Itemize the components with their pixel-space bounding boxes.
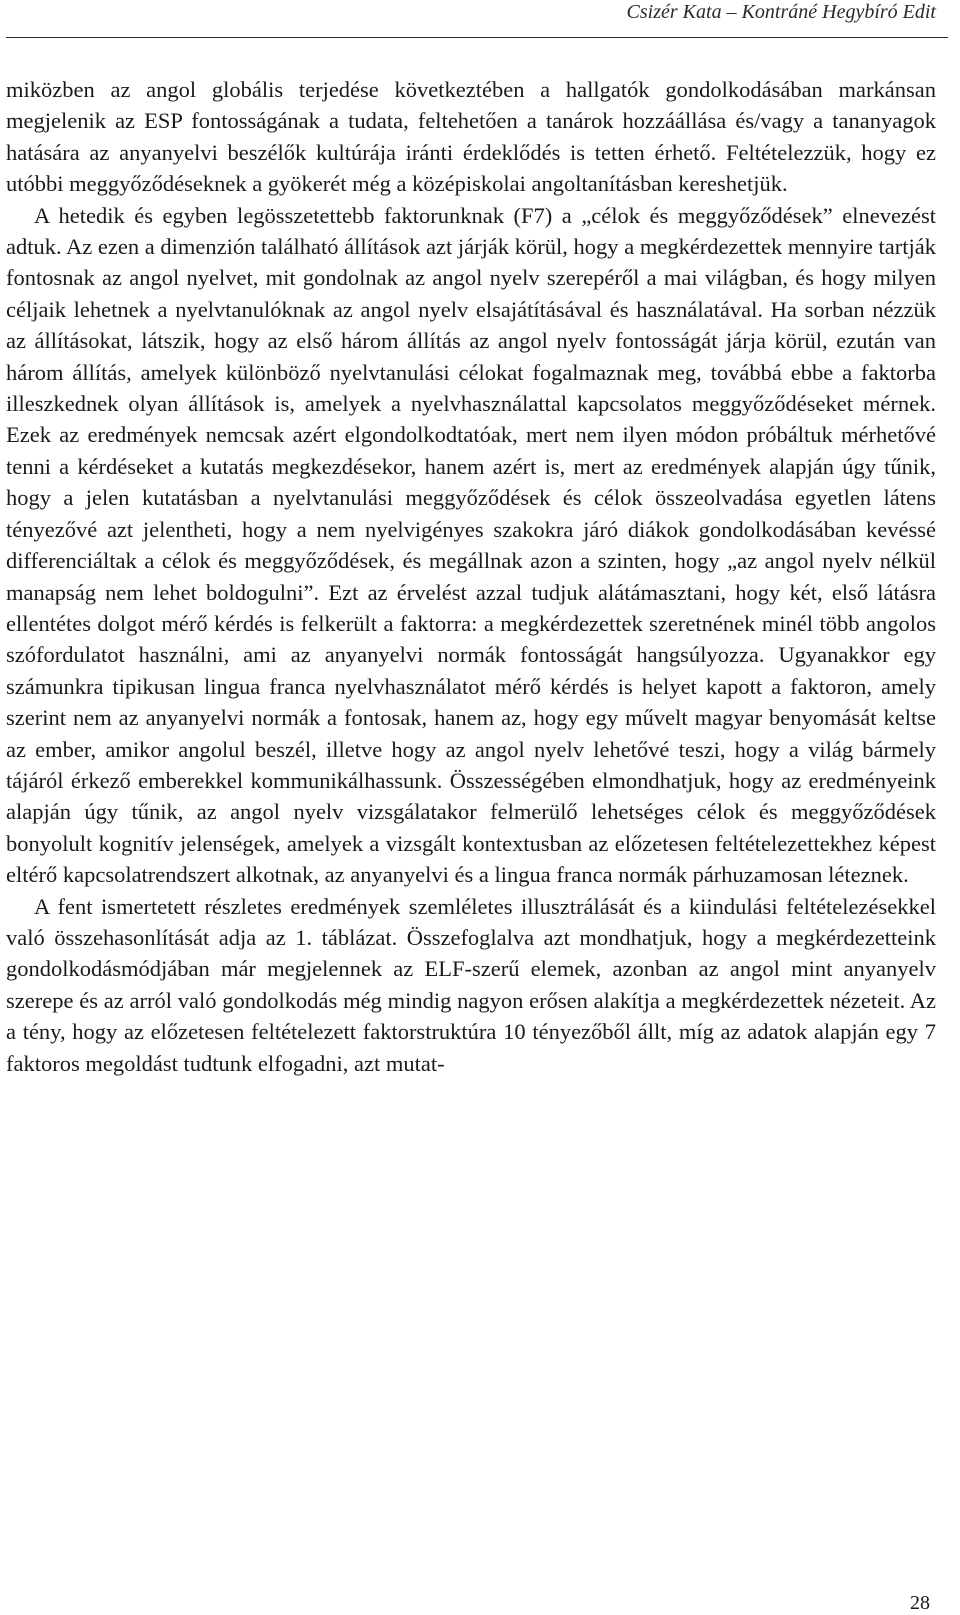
page-number: 28 [910,1592,930,1614]
body-text [6,74,936,1079]
header-rule [6,37,948,38]
paragraph-continuation: miközben az angol globális terjedése következtében a hallgatók gondolkodásában markánsan megjelenik az ESP fontosságának a tudata, feltehetően a tanárok hozzáállása és/vagy a tananyagok hatására az anyanyelvi beszélők kultúrája iránti érdeklődés is tetten érhető. Feltételezzük, hogy ez utóbbi meggyőződéseknek a gyökerét még a középiskolai angoltanításban kereshetjük. [6,77,936,197]
paragraph-f7-factor: A hetedik és egyben legösszetettebb faktorunknak (F7) a „célok és meggyőződések” elnevezést adtuk. Az ezen a dimenzión található állítások azt járják körül, hogy a megkérdezettek mennyire tartják fontosnak az angol nyelvet, mit gondolnak az angol nyelv szerepéről a mai világban, és hogy milyen céljaik lehetnek a nyelvtanulóknak az angol nyelv elsajátításával és használatával. Ha sorban nézzük az állításokat, látszik, hogy az első három állítás az angol nyelv fontosságát járja körül, ezután van három állítás, amelyek különböző nyelvtanulási célokat fogalmaznak meg, továbbá ebbe a faktorba illeszkednek olyan állítások is, amelyek a nyelvhasználattal kapcsolatos meggyőződéseket mérnek. Ezek az eredmények nemcsak azért elgondolkodtatóak, mert nem ilyen módon próbáltuk mérhetővé tenni a kérdéseket a kutatás megkezdésekor, hanem azért is, mert az eredmények alapján úgy tűnik, hogy a jelen kutatásban a nyelvtanulási meggyőződések és célok összeolvadása egyetlen látens tényezővé azt jelentheti, hogy a nem nyelvigényes szakokra járó diákok gondolkodásában kevéssé differenciáltak a célok és meggyőződések, és megállnak azon a szinten, hogy „az angol nyelv nélkül manapság nem lehet boldogulni”. Ezt az érvelést azzal tudjuk alátámasztani, hogy két, első látásra ellentétes dolgot mérő kérdés is felkerült a faktorra: a megkérdezettek szeretnének minél több angolos szófordulatot használni, ami az anyanyelvi normák fontosságát hangsúlyozza. Ugyanakkor egy számunkra tipikusan lingua franca nyelvhasználatot mérő kérdés is helyet kapott a faktoron, amely szerint nem az anyanyelvi normák a fontosak, hanem az, hogy egy művelt magyar benyomását keltse az ember, amikor angolul beszél, illetve hogy az angol nyelv lehetővé teszi, hogy a világ bármely tájáról érkező emberekkel kommunikálhassunk. Összességében elmondhatjuk, hogy az eredményeink alapján úgy tűnik, az angol nyelv vizsgálatakor felmerülő lehetséges célok és meggyőződések bonyolult kognitív jelenségek, amelyek a vizsgált kontextusban az előzetesen feltételezettekhez képest eltérő kapcsolatrendszert alkotnak, az anyanyelvi és a lingua franca normák párhuzamosan léteznek. [6,202,936,888]
paragraph-summary: A fent ismertetett részletes eredmények szemléletes illusztrálását és a kiindulási feltételezésekkel való összehasonlítását adja az 1. táblázat. Összefoglalva azt mondhatjuk, hogy a megkérdezetteink gondolkodásmódjában már megjelennek az ELF-szerű elemek, azonban az angol mint anyanyelv szerepe és az arról való gondolkodás még mindig nagyon erősen alakítja a megkérdezettek nézeteit. Az a tény, hogy az előzetesen feltételezett faktorstruktúra 10 tényezőből állt, míg az adatok alapján egy 7 faktoros megoldást tudtunk elfogadni, azt mutat- [6,893,936,1076]
running-head: Csizér Kata – Kontráné Hegybíró Edit [626,1,936,23]
